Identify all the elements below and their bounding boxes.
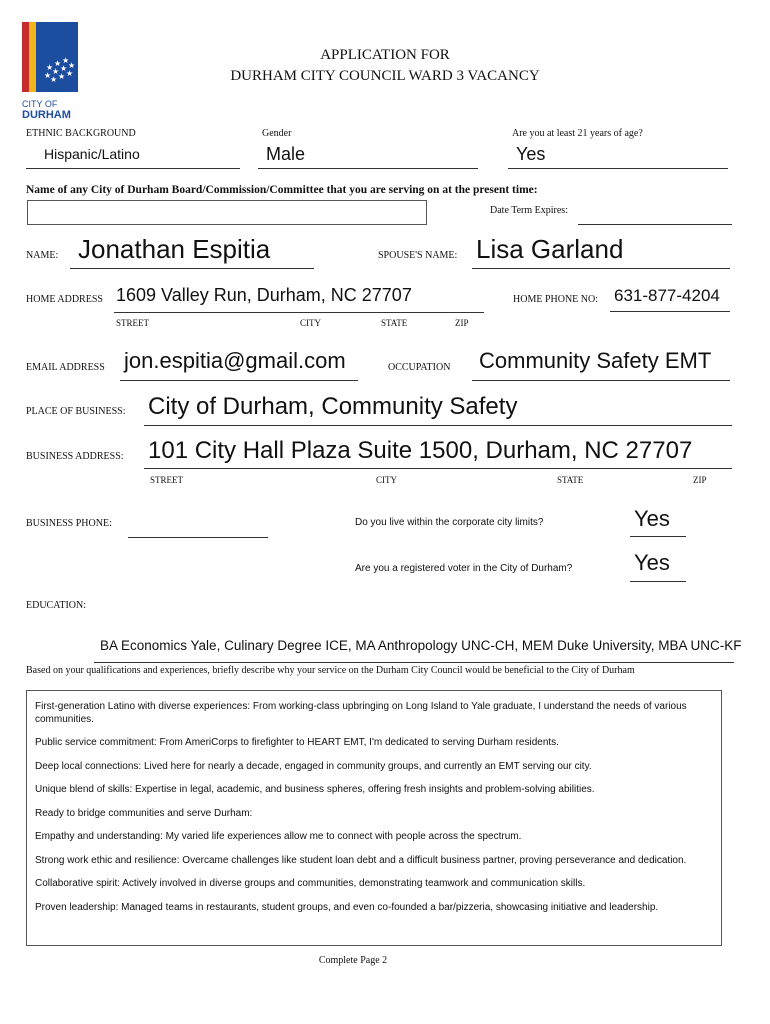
svg-text:★: ★ [58, 72, 66, 81]
gender-value[interactable]: Male [266, 144, 306, 164]
voter-label: Are you a registered voter in the City of Durham? [355, 563, 573, 574]
email-value[interactable]: jon.espitia@gmail.com [124, 348, 346, 373]
live-label: Do you live within the corporate city limits? [355, 517, 544, 528]
essay-paragraph: Public service commitment: From AmeriCorps to firefighter to HEART EMT, I'm dedicated to serving Durham residents. [35, 737, 559, 748]
ethnic-label: ETHNIC BACKGROUND [26, 128, 136, 139]
essay-paragraph: Deep local connections: Lived here for nearly a decade, engaged in community groups, and currently an EMT serving our city. [35, 760, 592, 772]
live-underline [630, 536, 686, 537]
email-label: EMAIL ADDRESS [26, 362, 105, 373]
home-street-label: STREET [116, 318, 149, 328]
business-address-underline [144, 468, 732, 469]
svg-text:★: ★ [68, 61, 76, 70]
age-value[interactable]: Yes [516, 144, 546, 164]
page-title-line2: DURHAM CITY COUNCIL WARD 3 VACANCY [230, 68, 540, 84]
gender-underline [258, 168, 478, 169]
svg-text:★: ★ [52, 67, 60, 76]
logo-line1: CITY OF [22, 99, 58, 109]
home-city-label: CITY [300, 318, 321, 328]
board-label: Name of any City of Durham Board/Commission/Committee that you are serving on at the present time: [26, 184, 538, 196]
gender-label: Gender [262, 128, 292, 139]
business-state-label: STATE [557, 475, 584, 485]
ethnic-value[interactable]: Hispanic/Latino [44, 146, 140, 162]
ethnic-underline [26, 168, 240, 169]
place-underline [144, 425, 732, 426]
voter-value[interactable]: Yes [634, 550, 670, 575]
occupation-label: OCCUPATION [388, 362, 451, 373]
svg-text:★: ★ [50, 75, 58, 84]
name-underline [70, 268, 314, 269]
education-value[interactable]: BA Economics Yale, Culinary Degree ICE, MA Anthropology UNC-CH, MEM Duke University, MBA UNC-KF [100, 638, 742, 653]
svg-text:★: ★ [62, 56, 70, 65]
home-zip-label: ZIP [455, 318, 469, 328]
occupation-underline [472, 380, 730, 381]
svg-text:★: ★ [54, 59, 62, 68]
qualifications-textbox[interactable] [26, 690, 722, 946]
essay-paragraph: Collaborative spirit: Actively involved in diverse groups and communities, demonstrating teamwork and communication skills. [35, 878, 586, 889]
voter-underline [630, 581, 686, 582]
age-underline [508, 168, 728, 169]
essay-paragraph: Proven leadership: Managed teams in restaurants, student groups, and even co-founded a bar/pizzeria, showcasing initiative and leadership. [35, 901, 659, 913]
home-phone-label: HOME PHONE NO: [513, 294, 598, 305]
email-underline [120, 380, 358, 381]
board-input[interactable] [27, 200, 427, 225]
business-street-label: STREET [150, 475, 183, 485]
page-title-line1: APPLICATION FOR [320, 47, 450, 63]
logo-line2: DURHAM [22, 109, 71, 121]
qualifications-label: Based on your qualifications and experiences, briefly describe why your service on the Durham City Council would be beneficial to the City of Durham [26, 665, 635, 676]
essay-paragraph: Ready to bridge communities and serve Durham: [35, 807, 253, 819]
business-address-label: BUSINESS ADDRESS: [26, 451, 124, 462]
home-phone-underline [610, 311, 730, 312]
business-address-value[interactable]: 101 City Hall Plaza Suite 1500, Durham, NC 27707 [148, 437, 693, 464]
date-term-label: Date Term Expires: [490, 205, 568, 216]
svg-text:★: ★ [44, 71, 52, 80]
business-city-label: CITY [376, 475, 397, 485]
education-label: EDUCATION: [26, 600, 86, 611]
occupation-value[interactable]: Community Safety EMT [479, 348, 712, 373]
essay-paragraph: Strong work ethic and resilience: Overcame challenges like student loan debt and a difficult business partner, proving perseverance and dedication. [35, 854, 687, 866]
age-label: Are you at least 21 years of age? [512, 128, 643, 139]
education-underline [94, 662, 734, 663]
svg-text:★: ★ [66, 69, 74, 78]
business-phone-input[interactable] [128, 537, 268, 538]
name-label: NAME: [26, 250, 59, 261]
footer-text: Complete Page 2 [318, 955, 388, 966]
home-address-underline [114, 312, 484, 313]
spouse-label: SPOUSE'S NAME: [378, 250, 458, 261]
date-term-underline[interactable] [578, 224, 732, 225]
business-zip-label: ZIP [693, 475, 707, 485]
svg-text:★: ★ [46, 63, 54, 72]
home-address-value[interactable]: 1609 Valley Run, Durham, NC 27707 [116, 285, 412, 305]
home-state-label: STATE [381, 318, 408, 328]
place-label: PLACE OF BUSINESS: [26, 406, 126, 417]
spouse-underline [472, 268, 730, 269]
essay-paragraph: Empathy and understanding: My varied life experiences allow me to connect with people across the spectrum. [35, 831, 522, 842]
live-value[interactable]: Yes [634, 506, 670, 531]
essay-paragraph: First-generation Latino with diverse experiences: From working-class upbringing on Long Island to Yale graduate, I understand the needs of various communities. [35, 701, 687, 725]
place-value[interactable]: City of Durham, Community Safety [148, 393, 518, 420]
essay-paragraph: Unique blend of skills: Expertise in legal, academic, and business spheres, offering fresh insights and problem-solving abilities. [35, 784, 595, 795]
svg-text:★: ★ [60, 64, 68, 73]
business-phone-label: BUSINESS PHONE: [26, 518, 112, 529]
home-address-label: HOME ADDRESS [26, 294, 103, 305]
spouse-value[interactable]: Lisa Garland [476, 234, 624, 264]
name-value[interactable]: Jonathan Espitia [78, 234, 271, 264]
home-phone-value[interactable]: 631-877-4204 [614, 286, 720, 305]
